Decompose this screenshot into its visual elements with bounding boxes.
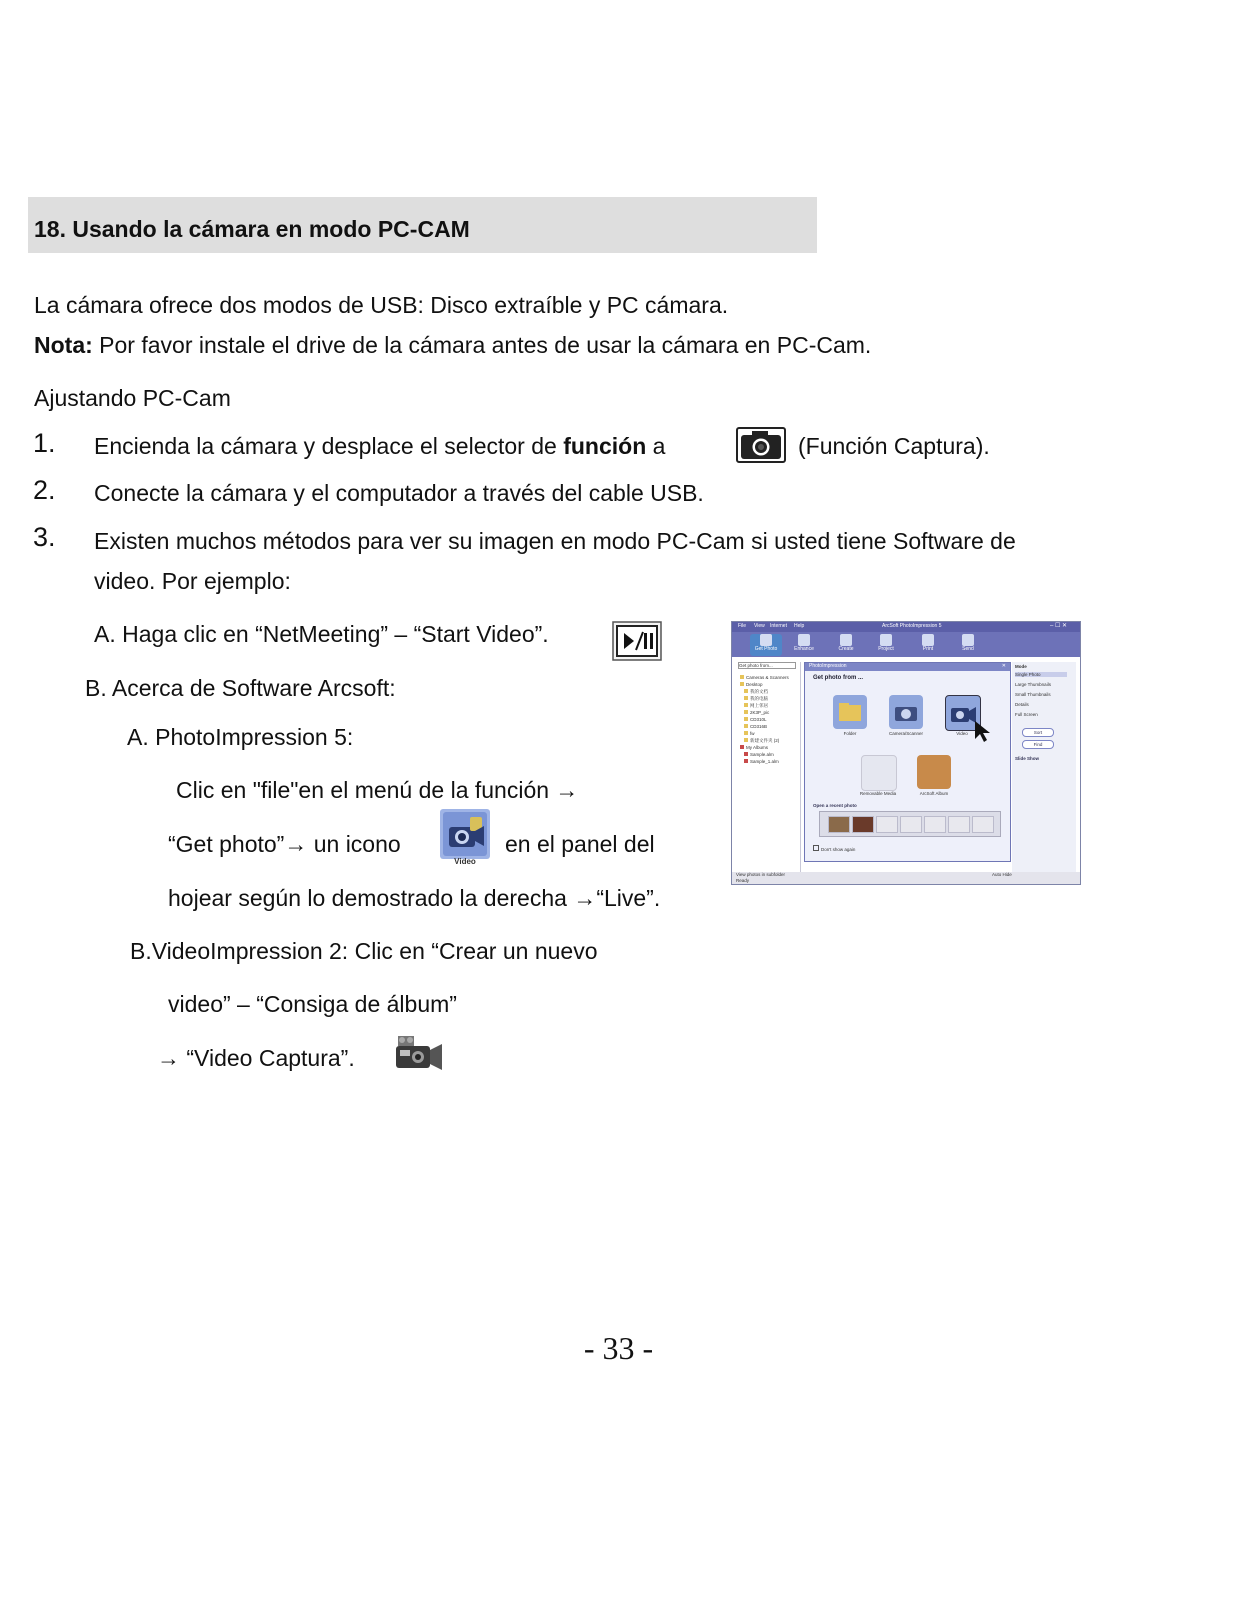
get-photo-icon	[760, 634, 772, 646]
folder-option-label: Folder	[843, 731, 857, 736]
menu-internet[interactable]: Internet	[770, 623, 787, 629]
thumbnail[interactable]	[876, 816, 898, 833]
close-icon[interactable]: ✕	[1001, 663, 1006, 669]
dialog-titlebar	[805, 663, 1010, 671]
folder-option[interactable]	[833, 695, 867, 729]
start-video-icon	[612, 621, 662, 666]
thumbnail[interactable]	[972, 816, 994, 833]
item-a-text: A. Haga clic en “NetMeeting” – “Start Video”.	[94, 621, 549, 647]
folder-icon	[744, 717, 748, 721]
mode-full-screen[interactable]: Full Screen	[1015, 712, 1038, 717]
step-1-bold: función	[563, 433, 647, 459]
tree-item[interactable]: Cameras & Scanners	[740, 675, 789, 680]
arcsoft-album-option[interactable]	[917, 755, 951, 789]
step-3-line-2: video. Por ejemplo:	[94, 568, 291, 594]
tree-item[interactable]: 网上邻居	[744, 703, 768, 709]
folder-icon	[744, 703, 748, 707]
status-ready: Ready	[736, 878, 750, 883]
dialog-heading: Get photo from ...	[813, 675, 863, 681]
step-1-mid: a	[646, 433, 666, 459]
camera-scanner-option-label: Camera/Scanner	[888, 731, 924, 736]
recent-photo-label: Open a recent photo	[813, 803, 857, 808]
menu-file[interactable]: File	[738, 623, 747, 629]
note-label: Nota:	[34, 332, 93, 358]
mode-small-thumbnails[interactable]: Small Thumbnails	[1015, 692, 1051, 697]
app-title: ArcSoft PhotoImpression 5	[882, 623, 942, 629]
tree-item[interactable]: 我的文档	[744, 689, 768, 695]
section-heading: 18. Usando la cámara en modo PC-CAM	[34, 216, 470, 242]
thumbnail[interactable]	[900, 816, 922, 833]
dont-show-checkbox[interactable]	[813, 845, 855, 852]
photoimpression-screenshot	[731, 621, 1081, 885]
status-bar	[732, 872, 1080, 884]
mode-label: Mode	[1015, 664, 1027, 669]
step-2-number: 2.	[33, 475, 56, 505]
tree-item[interactable]: 2K3P_pic	[744, 710, 769, 715]
item-b-text: B. Acerca de Software Arcsoft:	[85, 675, 396, 701]
menu-view[interactable]: View	[754, 623, 765, 629]
menu-help[interactable]: Help	[794, 623, 805, 629]
item-b-a-line-2a: “Get photo”→ un icono	[168, 831, 401, 857]
folder-icon	[744, 724, 748, 728]
step-3-line-1: Existen muchos métodos para ver su imagen en modo PC-Cam si usted tiene Software de	[94, 528, 1016, 554]
removable-media-option-label: Removable Media	[859, 791, 897, 796]
get-photo-from-select[interactable]: Get photo from...	[738, 662, 796, 669]
item-b-a-heading: A. PhotoImpression 5:	[127, 724, 354, 750]
tree-item[interactable]: Sample.alm	[744, 752, 774, 757]
tree-item[interactable]: My Albums	[740, 745, 768, 750]
video-option-label: Video	[956, 731, 968, 736]
camera-scanner-option[interactable]	[889, 695, 923, 729]
dialog-title: PhotoImpression	[809, 663, 847, 669]
mode-single-photo[interactable]: Single Photo	[1015, 672, 1067, 677]
mode-pane	[1012, 662, 1076, 874]
enhance-icon	[798, 634, 810, 646]
project-icon	[880, 634, 892, 646]
toolbar-print[interactable]: Print	[912, 634, 944, 656]
step-2-text: Conecte la cámara y el computador a través del cable USB.	[94, 480, 704, 506]
recent-photo-strip	[819, 811, 1001, 837]
subfolder-checkbox[interactable]: View photos in subfolder	[736, 872, 785, 877]
step-3-number: 3.	[33, 522, 56, 552]
folder-icon	[744, 696, 748, 700]
dont-show-label: Don't show again	[821, 847, 856, 852]
create-icon	[840, 634, 852, 646]
item-b-a-line-2b: en el panel del	[505, 831, 655, 857]
folder-icon	[740, 675, 744, 679]
tree-item[interactable]: CD310L	[744, 717, 767, 722]
subheading: Ajustando PC-Cam	[34, 385, 231, 411]
album-icon	[744, 752, 748, 756]
video-icon-label: Video	[454, 857, 476, 866]
toolbar-project[interactable]: Project	[870, 634, 902, 656]
mouse-pointer-icon	[973, 719, 993, 748]
app-toolbar	[732, 632, 1080, 657]
app-titlebar	[732, 622, 1080, 632]
item-b-b-line-3: → “Video Captura”.	[157, 1045, 355, 1071]
album-icon	[740, 745, 744, 749]
auto-hide-checkbox[interactable]: Auto Hide	[992, 872, 1012, 877]
thumbnail[interactable]	[852, 816, 874, 833]
step-1-number: 1.	[33, 428, 56, 458]
step-1-post: (Función Captura).	[798, 433, 990, 459]
tree-item[interactable]: Sample_1.alm	[744, 759, 779, 764]
tree-item[interactable]: 新建文件夹 (2)	[744, 738, 779, 744]
item-b-a-line-3: hojear según lo demostrado la derecha →“Live”.	[168, 885, 661, 911]
print-icon	[922, 634, 934, 646]
find-button[interactable]: Find	[1022, 740, 1054, 749]
folder-icon	[744, 710, 748, 714]
item-b-b-line-1: B.VideoImpression 2: Clic en “Crear un nuevo	[130, 938, 598, 964]
thumbnail[interactable]	[948, 816, 970, 833]
folder-icon	[740, 682, 744, 686]
tree-item[interactable]: 我的电脑	[744, 696, 768, 702]
sort-button[interactable]: Sort	[1022, 728, 1054, 737]
album-icon	[744, 759, 748, 763]
get-photo-dialog	[804, 662, 1011, 862]
item-b-b-line-2: video” – “Consiga de álbum”	[168, 991, 457, 1017]
step-1-text	[94, 432, 665, 460]
tree-item[interactable]: CD316B	[744, 724, 767, 729]
camera-icon	[736, 427, 786, 468]
arcsoft-album-option-label: ArcSoft Album	[919, 791, 949, 796]
folder-icon	[744, 689, 748, 693]
thumbnail[interactable]	[924, 816, 946, 833]
folder-icon	[744, 738, 748, 742]
mode-details[interactable]: Details	[1015, 702, 1029, 707]
intro-text: La cámara ofrece dos modos de USB: Disco extraíble y PC cámara.	[34, 292, 729, 318]
mode-large-thumbnails[interactable]: Large Thumbnails	[1015, 682, 1051, 687]
toolbar-send[interactable]: Send	[952, 634, 984, 656]
folder-tree-pane	[736, 662, 801, 874]
send-icon	[962, 634, 974, 646]
item-b-a-line-1: Clic en "file"en el menú de la función →	[176, 777, 579, 803]
slide-show-link[interactable]: Slide Show	[1015, 756, 1040, 761]
tree-item[interactable]: fw	[744, 731, 755, 736]
step-1-pre: Encienda la cámara y desplace el selector de	[94, 433, 564, 459]
thumbnail[interactable]	[828, 816, 850, 833]
video-capture-icon	[392, 1032, 444, 1079]
toolbar-enhance[interactable]: Enhance	[788, 634, 820, 656]
note-line	[34, 331, 871, 359]
removable-media-option[interactable]	[861, 755, 897, 791]
folder-icon	[744, 731, 748, 735]
window-controls[interactable]: – ☐ ✕	[1050, 623, 1068, 629]
toolbar-create[interactable]: Create	[830, 634, 862, 656]
note-text: Por favor instale el drive de la cámara antes de usar la cámara en PC-Cam.	[92, 332, 872, 358]
tree-item[interactable]: Desktop	[740, 682, 763, 687]
page-number: - 33 -	[583, 1330, 654, 1366]
toolbar-get-photo[interactable]: Get Photo	[750, 634, 782, 656]
